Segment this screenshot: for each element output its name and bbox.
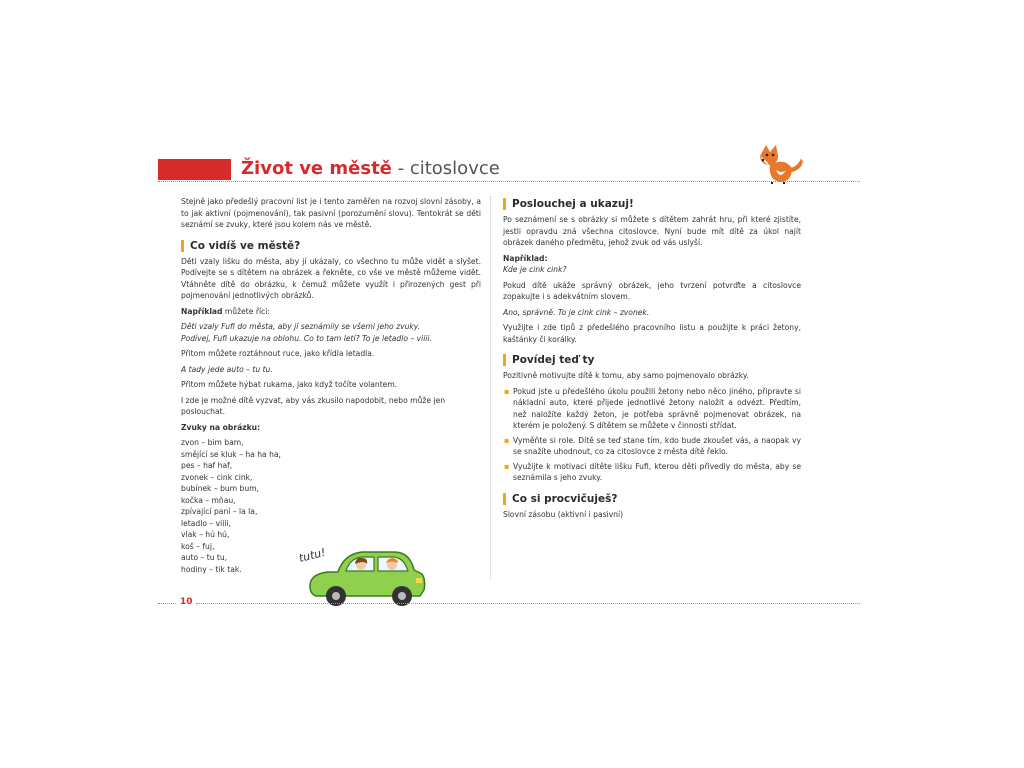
- paragraph-practice: Slovní zásobu (aktivní i pasivní): [503, 509, 624, 519]
- example-question: Kde je cink cink?: [503, 265, 567, 274]
- sounds-label: Zvuky na obrázku:: [181, 422, 261, 432]
- page-title: [241, 156, 500, 182]
- paragraph-description: Děti vzaly lišku do města, aby jí ukázaly, co všechno tu může vidět a slyšet. Podívejte se s dítětem na obrázek a řekněte, co vše ve městě můžeme vidět. Vtáhněte dítě do obrázku, k čemuž můžete využít i přirozených gest při pojmenování jednotlivých obrázků.: [181, 256, 481, 300]
- right-column: [503, 196, 801, 524]
- car-speech-text: tutu!: [298, 545, 327, 565]
- paragraph-tokens: Využijte i zde tipů z předešlého pracovního listu a použijte k práci žetony, kaštánky či korálky.: [503, 323, 801, 344]
- intro-paragraph: Stejně jako předešlý pracovní list je i tento zaměřen na rozvoj slovní zásoby, a to jak aktivní (pojmenování), tak pasivní (porozumění slovu). Tentokrát se děti seznámí se zvuky, které jsou kolem nás ve městě.: [181, 197, 481, 229]
- tip-item: ▪ Vyměňte si role. Dítě se teď stane tím, kdo bude zkoušet vás, a naopak vy se snažíte uhodnout, co za citoslovce z města dítě řeklo.: [503, 435, 801, 458]
- example-label-right: Například:: [503, 253, 548, 263]
- example-label: Například: [181, 306, 223, 316]
- paragraph-gesture-car: Přitom můžete hýbat rukama, jako když točíte volantem.: [181, 380, 398, 389]
- sound-item: zvon – bim bam,: [181, 438, 244, 447]
- sound-item: bubínek – bum bum,: [181, 484, 259, 493]
- sound-item: pes – haf haf,: [181, 461, 233, 470]
- heading-povidej: Povídej teď ty: [503, 354, 801, 366]
- footer-rule-left: [158, 603, 176, 604]
- footer-rule-right: [196, 603, 860, 604]
- sound-item: zpívající paní – la la,: [181, 507, 258, 516]
- example-line: [181, 306, 481, 318]
- tips-list: [503, 386, 801, 484]
- sound-item: zvonek – cink cink,: [181, 472, 253, 482]
- fox-illustration: [756, 142, 806, 184]
- car-illustration: [298, 540, 428, 608]
- example-answer: Ano, správně. To je cink cink – zvonek.: [503, 307, 650, 317]
- sound-item: auto – tu tu,: [181, 553, 228, 562]
- left-column: [181, 196, 481, 575]
- column-divider: [490, 196, 491, 580]
- sound-item: koš – fuj,: [181, 541, 215, 551]
- paragraph-imitate: I zde je možné dítě vyzvat, aby vás zkusilo napodobit, nebo může jen poslouchat.: [181, 395, 446, 416]
- sound-item: smějící se kluk – ha ha ha,: [181, 449, 281, 459]
- heading-co-si-procvicujes: Co si procvičuješ?: [503, 493, 801, 505]
- heading-co-vidis: Co vidíš ve městě?: [181, 240, 481, 252]
- paragraph-game: Po seznámení se s obrázky si můžete s dítětem zahrát hru, při které zjistíte, jestli opravdu zná všechna citoslovce. Nyní bude mít dítě za úkol najít obrázek daného předmětu, jehož zvuk od vás uslyší.: [503, 215, 801, 247]
- tip-item: ▪ Využijte k motivaci dítěte lišku Fufi, kterou děti přivedly do města, aby se seznámila s jeho zvuky.: [503, 461, 801, 484]
- tip-item: ▪ Pokud jste u předešlého úkolu použili žetony nebo něco jiného, připravte si nákladní auto, které přijede jednotlivé žetony naložit a odvézt. Předtím, než naložíte každý žeton, je potřeba správně pojmenovat obrázek, na kterém je položený. S dítětem se můžete v činnosti střídat.: [503, 386, 801, 432]
- paragraph-motivate: Pozitivně motivujte dítě k tomu, aby samo pojmenovalo obrázky.: [503, 371, 749, 380]
- example-sentence-1: Děti vzaly Fufi do města, aby jí seznámily se všemi jeho zvuky.: [181, 322, 421, 331]
- example-rest: můžete říci:: [222, 306, 270, 316]
- sound-item: hodiny – tik tak.: [181, 564, 242, 574]
- sound-item: kočka – mňau,: [181, 495, 236, 505]
- header-accent-bar: [158, 159, 231, 180]
- heading-poslouchej: Poslouchej a ukazuj!: [503, 198, 801, 210]
- sound-item: letadlo – viiii,: [181, 518, 231, 528]
- example-sentence-3: A tady jede auto – tu tu.: [181, 364, 273, 374]
- title-main: Život ve městě: [241, 158, 392, 179]
- page-number: 10: [180, 597, 193, 607]
- paragraph-gesture-plane: Přitom můžete roztáhnout ruce, jako křídla letadla.: [181, 349, 375, 358]
- example-sentence-2: Podívej, Fufi ukazuje na oblohu. Co to tam letí? To je letadlo – viiii.: [181, 333, 432, 343]
- sound-item: vlak – hú hú,: [181, 530, 230, 539]
- header-rule: [158, 181, 860, 182]
- paragraph-confirm: Pokud dítě ukáže správný obrázek, jeho tvrzení potvrďte a citoslovce zopakujte i s adekvátním slovem.: [503, 280, 801, 301]
- title-subtitle: - citoslovce: [391, 158, 500, 179]
